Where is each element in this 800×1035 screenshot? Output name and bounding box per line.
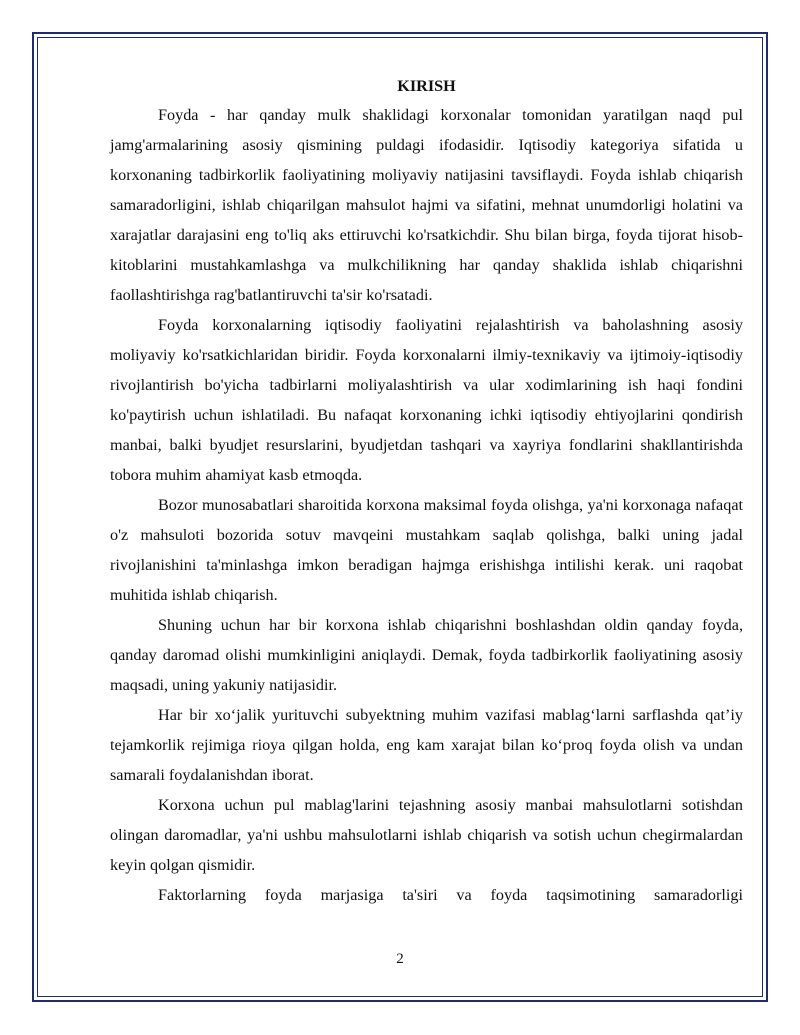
document-body	[110, 72, 743, 910]
page-title: KIRISH	[397, 77, 456, 95]
paragraph-3: Bozor munosabatlari sharoitida korxona maksimal foyda olishga, ya'ni korxonaga nafaqat o'z mahsuloti bozorida sotuv mavqeini mustahkam saqlab qolishga, balki uning jadal rivojlanishini ta'minlashga imkon beradigan hajmga erishishga intilishi kerak. uni raqobat muhitida ishlab chiqarish.	[110, 496, 743, 604]
paragraph-7: Faktorlarning foyda marjasiga ta'siri va foyda taqsimotining samaradorligi	[158, 886, 743, 904]
paragraph-4: Shuning uchun har bir korxona ishlab chiqarishni boshlashdan oldin qanday foyda, qanday daromad olishi mumkinligini aniqlaydi. Demak, foyda tadbirkorlik faoliyatining asosiy maqsadi, uning yakuniy natijasidir.	[110, 616, 743, 694]
page-number: 2	[396, 951, 404, 967]
paragraph-2: Foyda korxonalarning iqtisodiy faoliyatini rejalashtirish va baholashning asosiy moliyaviy ko'rsatkichlaridan biridir. Foyda korxonalarni ilmiy-texnikaviy va ijtimoiy-iqtisodiy rivojlantirish bo'yicha tadbirlarni moliyalashtirish va ular xodimlarining ish haqi fondini ko'paytirish uchun ishlatiladi. Bu nafaqat korxonaning ichki iqtisodiy ehtiyojlarini qondirish manbai, balki byudjet resurslarini, byudjetdan tashqari va xayriya fondlarini shakllantirishda tobora muhim ahamiyat kasb etmoqda.	[110, 316, 743, 484]
paragraph-5: Har bir xo‘jalik yurituvchi subyektning muhim vazifasi mablag‘larni sarflashda qat’iy tejamkorlik rejimiga rioya qilgan holda, eng kam xarajat bilan ko‘proq foyda olish va undan samarali foydalanishdan iborat.	[110, 706, 743, 784]
paragraph-6: Korxona uchun pul mablag'larini tejashning asosiy manbai mahsulotlarni sotishdan olingan daromadlar, ya'ni ushbu mahsulotlarni ishlab chiqarish va sotish uchun chegirmalardan keyin qolgan qismidir.	[110, 796, 743, 874]
paragraph-1: Foyda - har qanday mulk shaklidagi korxonalar tomonidan yaratilgan naqd pul jamg'armalarining asosiy qismining puldagi ifodasidir. Iqtisodiy kategoriya sifatida u korxonaning tadbirkorlik faoliyatining moliyaviy natijasini tavsiflaydi. Foyda ishlab chiqarish samaradorligini, ishlab chiqarilgan mahsulot hajmi va sifatini, mehnat unumdorligi holatini va xarajatlar darajasini eng to'liq aks ettiruvchi ko'rsatkichdir. Shu bilan birga, foyda tijorat hisob-kitoblarini mustahkamlashga va mulkchilikning har qanday shaklida ishlab chiqarishni faollashtirishga rag'batlantiruvchi ta'sir ko'rsatadi.	[110, 106, 743, 304]
